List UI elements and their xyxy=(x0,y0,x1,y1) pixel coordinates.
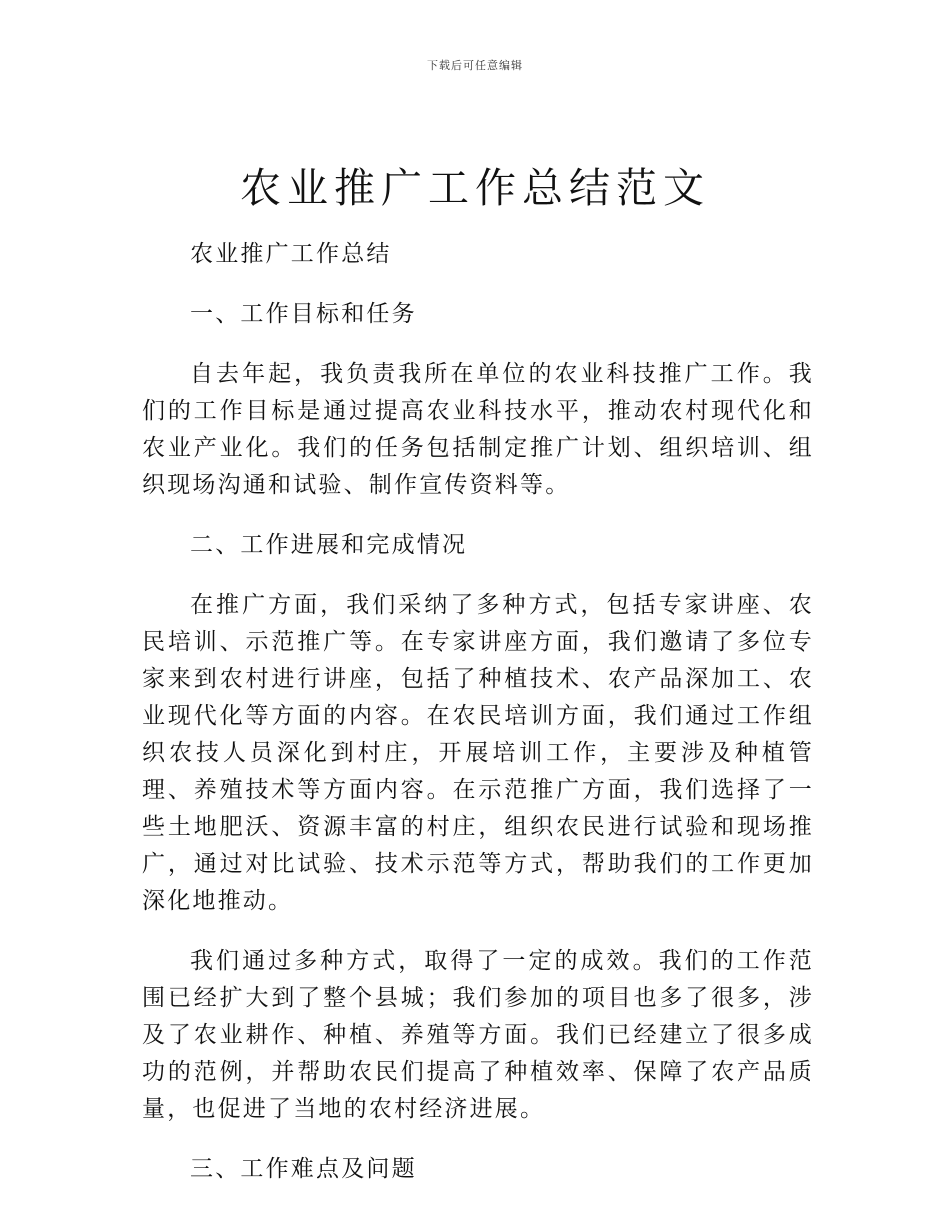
section-heading-goals: 一、工作目标和任务 xyxy=(190,301,417,327)
section-heading-progress: 二、工作进展和完成情况 xyxy=(190,532,468,558)
section-heading-difficulties: 三、工作难点及问题 xyxy=(190,1156,417,1182)
document-body xyxy=(142,236,814,1211)
paragraph-goals: 自去年起，我负责我所在单位的农业科技推广工作。我们的工作目标是通过提高农业科技水平，推动农村现代化和农业产业化。我们的任务包括制定推广计划、组织培训、组织现场沟通和试验、制作宣传资料等。 xyxy=(142,361,814,498)
document-title: 农业推广工作总结范文 xyxy=(240,164,710,212)
header-note: 下载后可任意编辑 xyxy=(427,59,523,72)
section-heading-summary: 农业推广工作总结 xyxy=(190,241,392,267)
paragraph-results: 我们通过多种方式，取得了一定的成效。我们的工作范围已经扩大到了整个县城；我们参加的项目也多了很多，涉及了农业耕作、种植、养殖等方面。我们已经建立了很多成功的范例，并帮助农民们提高了种植效率、保障了农产品质量，也促进了当地的农村经济进展。 xyxy=(142,948,814,1122)
paragraph-promotion-methods: 在推广方面，我们采纳了多种方式，包括专家讲座、农民培训、示范推广等。在专家讲座方面，我们邀请了多位专家来到农村进行讲座，包括了种植技术、农产品深加工、农业现代化等方面的内容。在农民培训方面，我们通过工作组织农技人员深化到村庄，开展培训工作，主要涉及种植管理、养殖技术等方面内容。在示范推广方面，我们选择了一些土地肥沃、资源丰富的村庄，组织农民进行试验和现场推广，通过对比试验、技术示范等方式，帮助我们的工作更加深化地推动。 xyxy=(142,592,814,914)
